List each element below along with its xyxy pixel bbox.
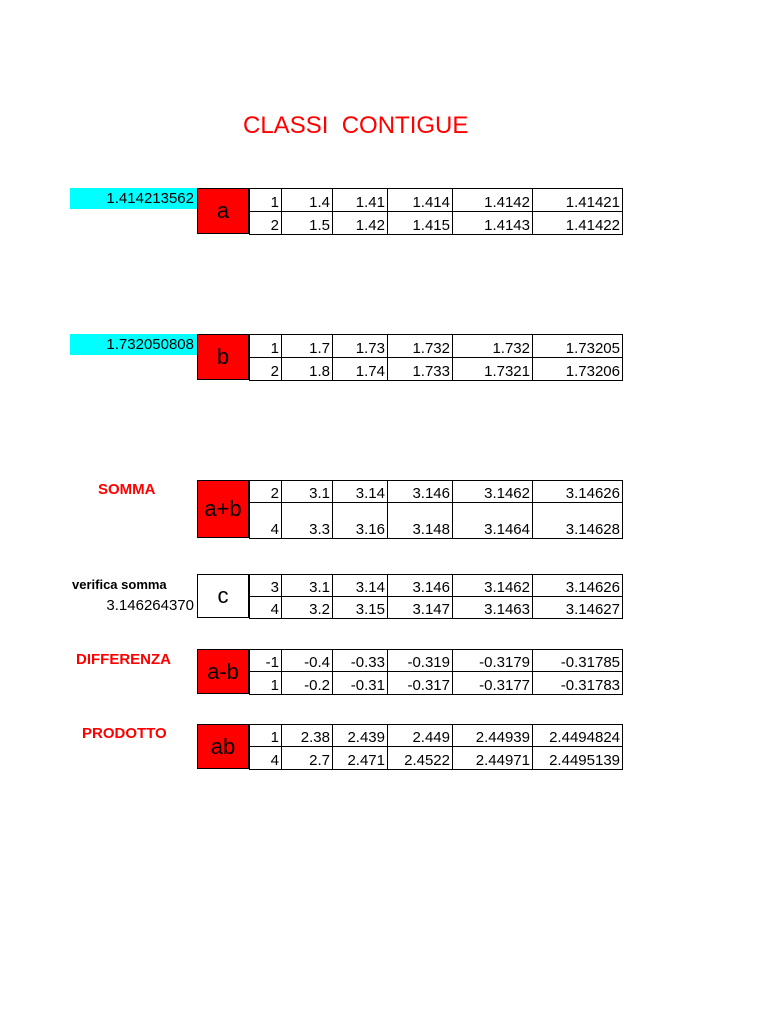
value-cell[interactable]: 3.146 — [388, 575, 453, 597]
sqrt3-value-cell[interactable]: 1.732050808 — [70, 334, 197, 355]
value-cell[interactable]: 1.42 — [333, 212, 388, 235]
value-cell[interactable]: 3.146 — [388, 481, 453, 503]
value-cell[interactable]: 1.414 — [388, 189, 453, 212]
symbol-a-cell[interactable]: a — [197, 188, 249, 234]
row-index-cell[interactable]: 4 — [250, 747, 282, 770]
row-index-cell[interactable]: 1 — [250, 335, 282, 358]
table-row — [250, 650, 623, 672]
value-cell[interactable]: 3.2 — [282, 597, 333, 619]
row-index-cell[interactable]: 3 — [250, 575, 282, 597]
value-cell[interactable]: 3.1 — [282, 575, 333, 597]
value-cell[interactable]: 3.1462 — [453, 481, 533, 503]
value-cell[interactable]: 1.73205 — [533, 335, 623, 358]
table-row — [250, 672, 623, 695]
row-index-cell[interactable]: -1 — [250, 650, 282, 672]
value-cell[interactable]: 1.732 — [453, 335, 533, 358]
value-cell[interactable]: 2.4522 — [388, 747, 453, 770]
value-cell[interactable]: -0.33 — [333, 650, 388, 672]
value-cell[interactable]: 1.7 — [282, 335, 333, 358]
value-cell[interactable]: 3.3 — [282, 503, 333, 539]
value-cell[interactable]: 2.7 — [282, 747, 333, 770]
page-title: CLASSI CONTIGUE — [243, 112, 469, 139]
value-cell[interactable]: 2.471 — [333, 747, 388, 770]
value-cell[interactable]: 2.449 — [388, 725, 453, 747]
table-row — [250, 503, 623, 539]
value-cell[interactable]: 1.733 — [388, 358, 453, 381]
value-cell[interactable]: -0.3179 — [453, 650, 533, 672]
value-cell[interactable]: 1.41 — [333, 189, 388, 212]
table-row — [250, 597, 623, 619]
value-cell[interactable]: -0.317 — [388, 672, 453, 695]
value-cell[interactable]: 2.439 — [333, 725, 388, 747]
value-cell[interactable]: 1.41421 — [533, 189, 623, 212]
value-cell[interactable]: -0.2 — [282, 672, 333, 695]
value-cell[interactable]: 1.4 — [282, 189, 333, 212]
row-index-cell[interactable]: 2 — [250, 481, 282, 503]
value-cell[interactable]: 3.148 — [388, 503, 453, 539]
row-index-cell[interactable]: 1 — [250, 672, 282, 695]
value-cell[interactable]: 1.8 — [282, 358, 333, 381]
value-cell[interactable]: 1.5 — [282, 212, 333, 235]
table-a — [249, 188, 623, 235]
value-cell[interactable]: 3.147 — [388, 597, 453, 619]
symbol-b-cell[interactable]: b — [197, 334, 249, 380]
row-index-cell[interactable]: 2 — [250, 212, 282, 235]
value-cell[interactable]: 2.38 — [282, 725, 333, 747]
value-cell[interactable]: 1.415 — [388, 212, 453, 235]
value-cell[interactable]: 2.4494824 — [533, 725, 623, 747]
table-somma — [249, 480, 623, 539]
value-cell[interactable]: 2.4495139 — [533, 747, 623, 770]
value-cell[interactable]: 3.1 — [282, 481, 333, 503]
somma-label: SOMMA — [98, 481, 156, 498]
value-cell[interactable]: 1.4142 — [453, 189, 533, 212]
value-cell[interactable]: 3.14627 — [533, 597, 623, 619]
row-index-cell[interactable]: 1 — [250, 189, 282, 212]
table-row — [250, 725, 623, 747]
table-prodotto — [249, 724, 623, 770]
value-cell[interactable]: 3.14626 — [533, 575, 623, 597]
value-cell[interactable]: -0.3177 — [453, 672, 533, 695]
value-cell[interactable]: 3.1462 — [453, 575, 533, 597]
table-row — [250, 481, 623, 503]
symbol-c-cell[interactable]: c — [197, 574, 249, 618]
table-verifica — [249, 574, 623, 619]
table-row — [250, 358, 623, 381]
row-index-cell[interactable]: 2 — [250, 358, 282, 381]
value-cell[interactable]: 1.73 — [333, 335, 388, 358]
verifica-somma-label: verifica somma — [72, 577, 167, 592]
row-index-cell[interactable]: 4 — [250, 597, 282, 619]
symbol-sum-cell[interactable]: a+b — [197, 480, 249, 538]
value-cell[interactable]: 1.732 — [388, 335, 453, 358]
symbol-diff-cell[interactable]: a-b — [197, 649, 249, 694]
value-cell[interactable]: 2.44939 — [453, 725, 533, 747]
value-cell[interactable]: -0.31785 — [533, 650, 623, 672]
value-cell[interactable]: 3.15 — [333, 597, 388, 619]
verifica-somma-value[interactable]: 3.146264370 — [106, 597, 194, 614]
value-cell[interactable]: 3.14628 — [533, 503, 623, 539]
value-cell[interactable]: 2.44971 — [453, 747, 533, 770]
value-cell[interactable]: 1.41422 — [533, 212, 623, 235]
value-cell[interactable]: -0.319 — [388, 650, 453, 672]
value-cell[interactable]: 3.14626 — [533, 481, 623, 503]
symbol-product-cell[interactable]: ab — [197, 724, 249, 769]
table-row — [250, 189, 623, 212]
value-cell[interactable]: -0.31783 — [533, 672, 623, 695]
row-index-cell[interactable]: 4 — [250, 503, 282, 539]
table-b — [249, 334, 623, 381]
value-cell[interactable]: -0.31 — [333, 672, 388, 695]
value-cell[interactable]: 3.1464 — [453, 503, 533, 539]
row-index-cell[interactable]: 1 — [250, 725, 282, 747]
value-cell[interactable]: 1.74 — [333, 358, 388, 381]
value-cell[interactable]: 1.7321 — [453, 358, 533, 381]
differenza-label: DIFFERENZA — [76, 651, 171, 668]
table-row — [250, 575, 623, 597]
table-row — [250, 335, 623, 358]
value-cell[interactable]: 3.14 — [333, 575, 388, 597]
table-row — [250, 212, 623, 235]
value-cell[interactable]: 1.4143 — [453, 212, 533, 235]
value-cell[interactable]: 1.73206 — [533, 358, 623, 381]
table-differenza — [249, 649, 623, 695]
value-cell[interactable]: -0.4 — [282, 650, 333, 672]
value-cell[interactable]: 3.1463 — [453, 597, 533, 619]
prodotto-label: PRODOTTO — [82, 725, 167, 742]
sqrt2-value-cell[interactable]: 1.414213562 — [70, 188, 197, 209]
value-cell[interactable]: 3.14 — [333, 481, 388, 503]
value-cell[interactable]: 3.16 — [333, 503, 388, 539]
table-row — [250, 747, 623, 770]
